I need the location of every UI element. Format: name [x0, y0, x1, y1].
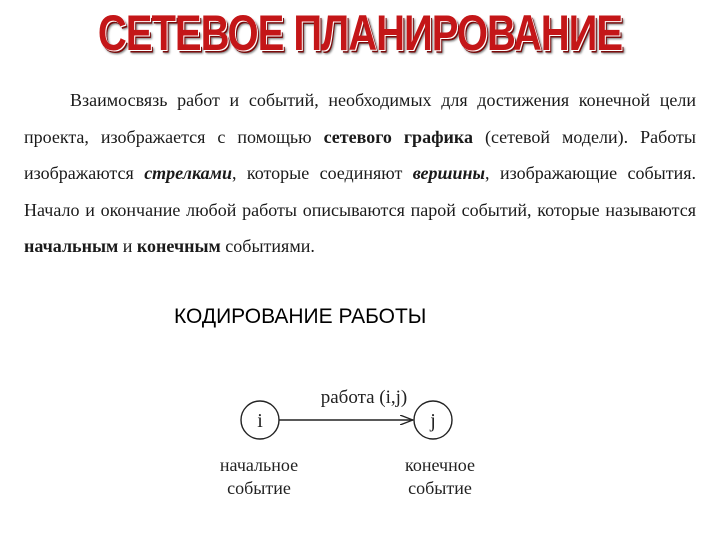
start-caption-line1: начальное	[219, 455, 299, 475]
para-bold-network-graph: сетевого графика	[323, 126, 473, 147]
para-text-6: событиями.	[220, 236, 315, 256]
para-text-1: Взаимосвязь работ и событий, необходимых для достижения конечной цели проекта, изображается с помощью	[24, 90, 696, 147]
body-paragraph	[24, 82, 696, 265]
start-node-label: i	[257, 410, 263, 432]
end-caption-line2: событие	[408, 478, 472, 498]
para-text-3: , которые соединяют	[231, 163, 413, 183]
para-bold-final: конечным	[136, 236, 221, 256]
slide-title: СЕТЕВОЕ ПЛАНИРОВАНИЕ	[97, 6, 623, 61]
para-bold-initial: начальным	[24, 236, 119, 256]
para-bold-italic-vertices: вершины	[412, 163, 486, 183]
arrow-label: работа (i,j)	[320, 387, 408, 408]
end-caption-line1: конечное	[405, 455, 475, 475]
start-caption-line2: событие	[227, 478, 291, 498]
section-heading: КОДИРОВАНИЕ РАБОТЫ	[174, 305, 427, 328]
para-text-4: , изображающие события. Начало и окончание любой работы описываются парой событий, которые называются	[24, 163, 697, 220]
para-text-5: и	[118, 236, 137, 256]
para-text-2: (сетевой модели). Работы изображаются	[24, 126, 696, 183]
job-coding-diagram	[0, 370, 720, 510]
end-node-label: j	[430, 410, 436, 432]
para-bold-italic-arrows: стрелками	[144, 163, 232, 183]
